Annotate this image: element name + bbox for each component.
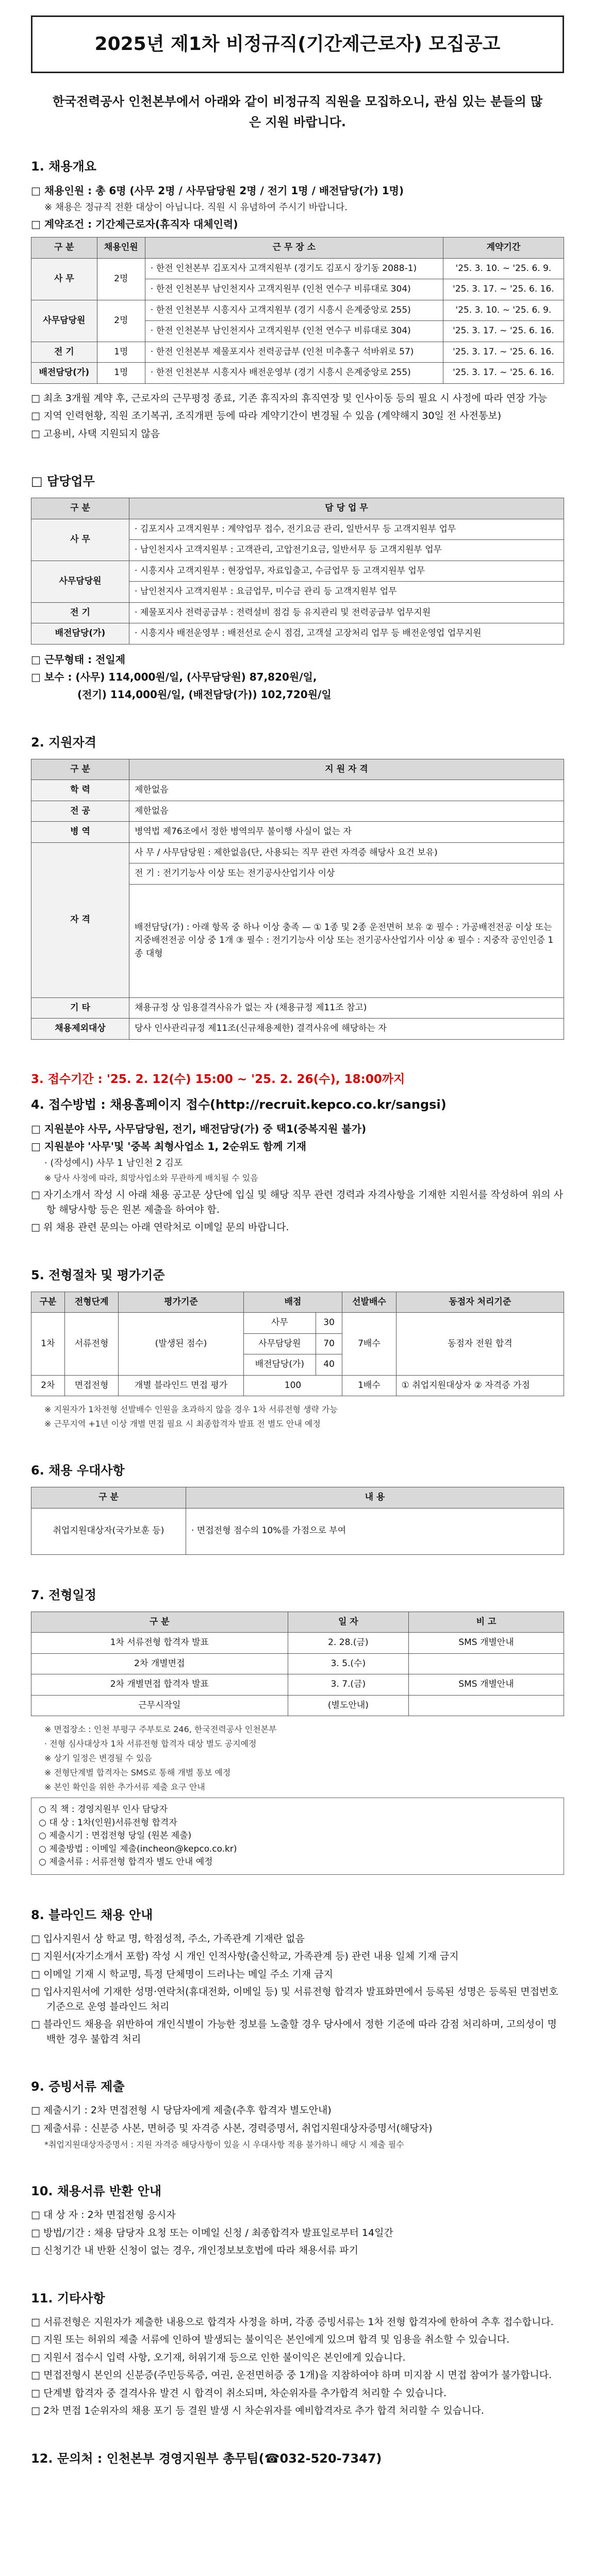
application-example: · (작성예시) 사무 1 남인천 2 김포 <box>44 1158 183 1169</box>
section-contact <box>31 2449 564 2468</box>
table-row: 사무담당원 · 시흥지사 고객지원부 : 현장업무, 자료입출고, 수금업무 등 고객지원부 업무 <box>31 561 564 582</box>
documents-item: □ 제출시기 : 2차 면접전형 시 당담자에게 제출(추후 합격자 별도안내) <box>31 2105 332 2116</box>
schedule-note: ※ 본인 확인을 위한 추가서류 제출 요구 안내 <box>44 1782 205 1792</box>
table-row: 전 공 제한없음 <box>31 801 564 822</box>
table-row: 1차 서류전형 합격자 발표 2. 28.(금) SMS 개별안내 <box>31 1633 564 1654</box>
table-header: 채용인원 <box>97 238 145 259</box>
section-heading: 9. 증빙서류 제출 <box>31 2079 125 2094</box>
documents-item: □ 제출서류 : 신분증 사본, 면허증 및 자격증 사본, 경력증명서, 취업지원대상자증명서(해당자) <box>31 2122 433 2134</box>
table-row: 사무담당원 70 <box>31 1333 564 1354</box>
contract-line: □ 계약조건 : 기간제근로자(휴직자 대체인력) <box>31 218 238 231</box>
table-row: · 한전 인천본부 남인천지사 고객지원부 (인천 연수구 비류대로 304) '25. 3. 17. ~ '25. 6. 16. <box>31 321 564 342</box>
section-overview <box>31 157 564 441</box>
pay-line: (전기) 114,000원/일, (배전담당(가)) 102,720원/일 <box>77 688 332 701</box>
headcount-line: □ 채용인원 : 총 6명 (사무 2명 / 사무담당원 2명 / 전기 1명 / 배전담당(가) 1명) <box>31 184 404 197</box>
section-documents <box>31 2077 564 2151</box>
table-header: 배점 <box>243 1292 342 1313</box>
application-rule: □ 자기소개서 작성 시 아래 채용 공고문 상단에 입실 및 해당 직무 관련 경력과 자격사항을 기재한 지원서를 작성하여 위의 사항 해당사항 등은 원본 제출을 하여야 함. <box>31 1189 564 1215</box>
section-return <box>31 2182 564 2258</box>
section-heading: 2. 지원자격 <box>31 735 96 750</box>
application-rule: □ 지원분야 사무, 사무담당원, 전기, 배전담당(가) 중 택1(중복지원 불가) <box>31 1123 367 1136</box>
table-row: · 남인천지사 고객지원부 : 요금업무, 미수금 관리 등 고객지원부 업무 <box>31 582 564 603</box>
section-heading: 6. 채용 우대사항 <box>31 1463 125 1478</box>
table-header: 선발배수 <box>342 1292 396 1313</box>
section-heading: □ 담당업무 <box>31 474 95 489</box>
table-row: 1차 서류전형 (발생된 점수) 사무 30 7배수 동점자 전원 합격 <box>31 1313 564 1334</box>
blind-item: □ 입사지원서 상 학교 명, 학점성적, 주소, 가족관계 기재란 없음 <box>31 1933 305 1944</box>
table-header: 내 용 <box>186 1487 564 1509</box>
table-row: 사 무 2명 · 한전 인천본부 김포지사 고객지원부 (경기도 김포시 장기동 2088-1) '25. 3. 10. ~ '25. 6. 9. <box>31 258 564 279</box>
table-row: 근무시작일 (별도안내) <box>31 1695 564 1716</box>
qualification-table <box>31 759 564 1040</box>
screening-table <box>31 1292 564 1397</box>
blind-item: □ 블라인드 채용을 위반하여 개인식별이 가능한 정보를 노출할 경우 당사에서 정한 기준에 따라 감점 처리하며, 고의성이 명백한 경우 불합격 처리 <box>31 2019 557 2045</box>
return-item: □ 방법/기간 : 채용 담당자 요청 또는 이메일 신청 / 최종합격자 발표일로부터 14일간 <box>31 2227 393 2239</box>
table-header: 일 자 <box>288 1612 408 1633</box>
submission-item: ○ 제출서류 : 서류전형 합격자 별도 안내 예정 <box>39 1857 213 1868</box>
table-row: 전 기 : 전기기능사 이상 또는 전기공사산업기사 이상 <box>31 863 564 885</box>
table-row: 사 무 · 김포지사 고객지원부 : 계약업무 접수, 전기요금 관리, 일반서무 등 고객지원부 업무 <box>31 519 564 540</box>
table-header: 담 당 업 무 <box>129 498 564 519</box>
table-header: 전형단계 <box>64 1292 118 1313</box>
preference-table <box>31 1487 564 1555</box>
section-heading: 7. 전형일정 <box>31 1587 96 1602</box>
section-heading: 5. 전형절차 및 평가기준 <box>31 1267 165 1282</box>
table-header: 구 분 <box>31 759 129 780</box>
misc-item: □ 면접전형시 본인의 신분증(주민등록증, 여권, 운전면허증 중 1개)을 지참하여야 하며 미지참 시 면접 참여가 불가합니다. <box>31 2369 552 2381</box>
table-row: 2차 개별면접 합격자 발표 3. 7.(금) SMS 개별안내 <box>31 1674 564 1696</box>
table-header: 구분 <box>31 1292 65 1313</box>
submission-item: ○ 제출시기 : 면접전형 당일 (원본 제출) <box>39 1831 192 1841</box>
table-row: 배전담당(가) 40 <box>31 1354 564 1376</box>
section-blind <box>31 1906 564 2047</box>
section-qualifications <box>31 733 564 1040</box>
section-heading: 1. 채용개요 <box>31 159 96 174</box>
overview-table <box>31 237 564 384</box>
screening-note: ※ 지원자가 1차전형 선발배수 인원을 초과하지 않을 경우 1차 서류전형 생략 가능 <box>44 1404 338 1415</box>
work-type: □ 근무형태 : 전일제 <box>31 653 126 666</box>
section-duties <box>31 472 564 702</box>
section-misc <box>31 2289 564 2418</box>
application-method[interactable] <box>31 1095 564 1114</box>
schedule-note: ※ 상기 일정은 변경될 수 있음 <box>44 1753 152 1764</box>
section-application <box>31 1071 564 1235</box>
table-row: 채용제외대상 당사 인사관리규정 제11조(신규채용제한) 결격사유에 해당하는 자 <box>31 1019 564 1040</box>
table-row: 2차 개별면접 3. 5.(수) <box>31 1653 564 1674</box>
table-header: 평가기준 <box>119 1292 244 1313</box>
application-period: 3. 접수기간 : '25. 2. 12(수) 15:00 ~ '25. 2. 26(수), 18:00까지 <box>31 1072 405 1086</box>
misc-item: □ 단계별 합격자 중 결격사유 발견 시 합격이 취소되며, 차순위자를 추가합격 처리할 수 있습니다. <box>31 2387 447 2399</box>
section-heading: 11. 기타사항 <box>31 2291 105 2306</box>
schedule-table <box>31 1612 564 1717</box>
misc-item: □ 서류전형은 지원자가 제출한 내용으로 합격자 사정을 하며, 각종 증빙서류는 1차 전형 합격자에 한하여 추후 접수합니다. <box>31 2316 554 2328</box>
section-heading: 8. 블라인드 채용 안내 <box>31 1907 153 1922</box>
submission-box <box>31 1798 564 1875</box>
table-header: 구 분 <box>31 498 129 519</box>
return-item: □ 신청기간 내 반환 신청이 없는 경우, 개인정보보호법에 따라 채용서류 파기 <box>31 2245 359 2257</box>
screening-note: ※ 근무지역 +1년 이상 개별 면접 필요 시 최종합격자 발표 전 별도 안내 예정 <box>44 1419 321 1429</box>
table-row: 배전담당(가) 1명 · 한전 인천본부 시흥지사 배전운영부 (경기 시흥시 은계중앙로 255) '25. 3. 17. ~ '25. 6. 16. <box>31 363 564 384</box>
table-header: 구 분 <box>31 1612 288 1633</box>
table-header: 구 분 <box>31 1487 186 1509</box>
submission-item: ○ 대 상 : 1차(인원)서류전형 합격자 <box>39 1817 177 1828</box>
table-row: · 한전 인천본부 남인천지사 고객지원부 (인천 연수구 비류대로 304) '25. 3. 17. ~ '25. 6. 16. <box>31 279 564 300</box>
table-header: 계약기간 <box>443 238 564 259</box>
table-row: 자 격 사 무 / 사무담당원 : 제한없음(단, 사용되는 직무 관련 자격증 해당사 요건 보유) <box>31 842 564 863</box>
schedule-note: · 전형 심사대상자 1차 서류전형 합격자 대상 별도 공지예정 <box>44 1739 257 1749</box>
contract-note: □ 고용비, 사택 지원되지 않음 <box>31 428 160 439</box>
section-preference <box>31 1461 564 1555</box>
recruit-link[interactable]: 4. 접수방법 : 채용홈페이지 접수(http://recruit.kepco.co.kr/sangsi) <box>31 1097 447 1112</box>
section-heading: 10. 채용서류 반환 안내 <box>31 2184 162 2199</box>
contact-line: 12. 문의처 : 인천본부 경영지원부 총무팀(☎032-520-7347) <box>31 2451 382 2466</box>
table-row: 전 기 1명 · 한전 인천본부 제물포지사 전력공급부 (인천 미추홀구 석바위로 57) '25. 3. 17. ~ '25. 6. 16. <box>31 342 564 363</box>
blind-item: □ 지원서(자기소개서 포함) 작성 시 개인 인적사항(출신학교, 가족관계 등) 관련 내용 일체 기재 금지 <box>31 1951 459 1962</box>
submission-item: ○ 제출방법 : 이메일 제출(incheon@kepco.co.kr) <box>39 1843 237 1854</box>
table-row: 기 타 채용규정 상 임용결격사유가 없는 자 (채용규정 제11조 참고) <box>31 997 564 1019</box>
misc-item: □ 지원서 접수시 입력 사항, 오기재, 허위기재 등으로 인한 불이익은 본인에게 있습니다. <box>31 2351 406 2363</box>
schedule-note: ※ 면접장소 : 인천 부평구 주부토로 246, 한국전력공사 인천본부 <box>44 1724 277 1735</box>
table-header: 지 원 자 격 <box>129 759 564 780</box>
intro-text: 한국전력공사 인천본부에서 아래와 같이 비정규직 직원을 모집하오니, 관심 있는 분들의 많은 지원 바랍니다. <box>52 94 543 129</box>
table-row: 배전담당(가) · 시흥지사 배전운영부 : 배전선로 순시 점검, 고객설 고장처리 업무 등 배전운영업 업무지원 <box>31 623 564 645</box>
application-rule: □ 지원분야 '사무'및 '중복 최형사업소 1, 2순위도 함께 기재 <box>31 1140 307 1153</box>
table-row: 병 역 병역법 제76조에서 정한 병역의무 불이행 사실이 없는 자 <box>31 822 564 843</box>
contract-note: □ 지역 인력현황, 직원 조기복귀, 조직개편 등에 따라 계약기간이 변경될 수 있음 (계약해지 30일 전 사전통보) <box>31 410 502 422</box>
application-rule: □ 위 채용 관련 문의는 아래 연락처로 이메일 문의 바랍니다. <box>31 1222 289 1233</box>
misc-item: □ 지원 또는 허위의 제출 서류에 인하여 발생되는 불이익은 본인에게 있으며 합격 및 임용을 취소할 수 있습니다. <box>31 2334 510 2346</box>
table-row: · 남인천지사 고객지원부 : 고객관리, 고압전기요금, 일반서무 등 고객지원부 업무 <box>31 540 564 561</box>
table-row: 사무담당원 2명 · 한전 인천본부 시흥지사 고객지원부 (경기 시흥시 은계중앙로 255) '25. 3. 10. ~ '25. 6. 9. <box>31 300 564 321</box>
page-title: 2025년 제1차 비정규직(기간제근로자) 모집공고 <box>31 15 564 73</box>
blind-item: □ 입사지원서에 기재한 성명·연락처(휴대전화, 이메일 등) 및 서류전형 합격자 발표화면에서 등록된 성명은 등록된 면접번호 기준으로 운영 블라인드 처리 <box>31 1986 558 2012</box>
schedule-note: ※ 전형단계별 합격자는 SMS로 통해 개별 통보 예정 <box>44 1768 231 1778</box>
table-header: 동점자 처리기준 <box>396 1292 564 1313</box>
table-row: 2차 면접전형 개별 블라인드 면접 평가 100 1배수 ① 취업지원대상자 ② 자격증 가점 <box>31 1375 564 1396</box>
table-row: 배전담당(가) : 아래 항목 중 하나 이상 충족 — ① 1종 및 2종 운전면허 보유 ② 필수 : 가공배전전공 이상 또는 지중배전전공 이상 중 1개 ③ 필수 : 전기기능사 이상 또는 전기공사산업기사 이상 ④ 필수 : 지중작 공인인증 1종 대형 <box>31 884 564 997</box>
table-header: 비 고 <box>409 1612 564 1633</box>
duties-table <box>31 498 564 645</box>
table-row: 취업지원대상자(국가보훈 등) · 면접전형 점수의 10%를 가점으로 부여 <box>31 1508 564 1554</box>
contract-note: □ 최초 3개월 계약 후, 근로자의 근무평정 종료, 기존 휴직자의 휴직연장 및 인사이동 등의 필요 시 사정에 따라 연장 가능 <box>31 392 548 404</box>
return-item: □ 대 상 자 : 2차 면접전형 응시자 <box>31 2209 176 2221</box>
blind-item: □ 이메일 기재 시 학교명, 특정 단체명이 드러나는 메일 주소 기재 금지 <box>31 1968 333 1980</box>
documents-note: *취업지원대상자증명서 : 지원 자격증 해당사항이 있을 시 우대사항 적용 불가하니 해당 시 제출 필수 <box>44 2140 404 2150</box>
table-header: 구 분 <box>31 238 97 259</box>
table-header: 근 무 장 소 <box>145 238 443 259</box>
table-row: 전 기 · 제물포지사 전력공급부 : 전력설비 점검 등 유지관리 및 전력공급부 업무지원 <box>31 602 564 623</box>
table-row: 학 력 제한없음 <box>31 780 564 801</box>
submission-item: ○ 직 책 : 경영지원부 인사 담당자 <box>39 1804 168 1815</box>
misc-item: □ 2차 면접 1순위자의 채용 포기 등 결원 발생 시 차순위자를 예비합격자로 추가 합격 처리할 수 있습니다. <box>31 2405 484 2417</box>
pay-line: □ 보수 : (사무) 114,000원/일, (사무담당원) 87,820원/일, <box>31 670 317 683</box>
headcount-note: ※ 채용은 정규직 전환 대상이 아닙니다. 직원 시 유념하여 주시기 바랍니다. <box>44 202 348 213</box>
section-schedule <box>31 1586 564 1875</box>
section-screening <box>31 1266 564 1431</box>
application-note: ※ 당사 사정에 따라, 희망사업소와 무관하게 배치될 수 있음 <box>44 1173 258 1183</box>
